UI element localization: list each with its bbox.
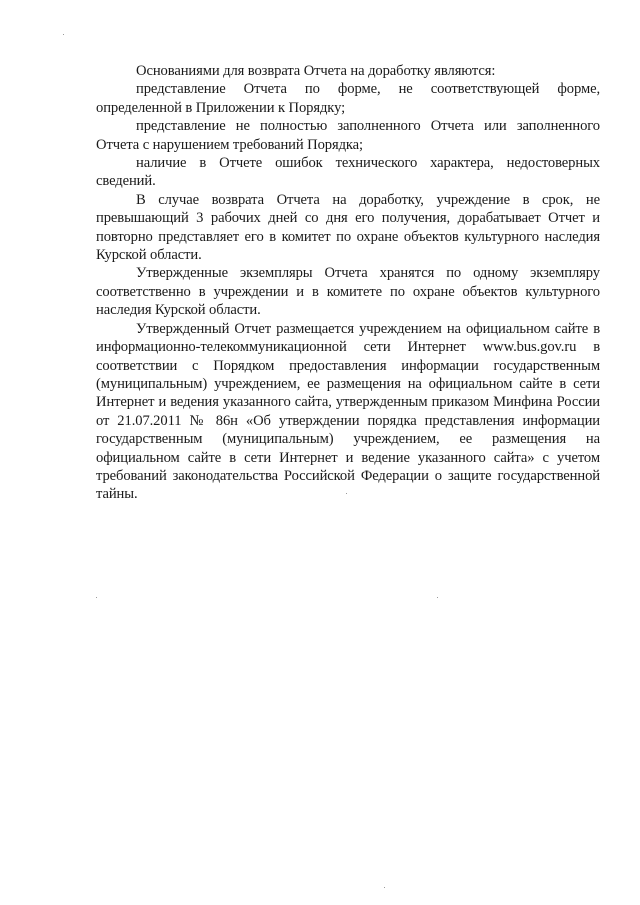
paragraph-approved-copies: Утвержденные экземпляры Отчета хранятся по одному экземпляру соответственно в учреждении и в комитете по охране объектов культурного наследия Курской области. [96, 265, 600, 319]
scan-speck [346, 493, 347, 494]
scan-speck [96, 597, 97, 598]
scan-speck [63, 34, 64, 35]
paragraph-incomplete-report: представление не полностью заполненного Отчета или заполненного Отчета с нарушением требований Порядка; [96, 118, 600, 153]
scan-speck [437, 597, 438, 598]
document-body [96, 62, 600, 504]
paragraph-return-deadline: В случае возврата Отчета на доработку, учреждение в срок, не превышающий 3 рабочих дней со дня его получения, дорабатывает Отчет и повторно представляет его в комитет по охране объектов культурного наследия Курской области. [96, 191, 600, 264]
paragraph-form-mismatch: представление Отчета по форме, не соответствующей форме, определенной в Приложении к Порядку; [96, 81, 600, 116]
paragraph-grounds-for-return: Основаниями для возврата Отчета на доработку являются: [136, 63, 496, 79]
paragraph-publication: Утвержденный Отчет размещается учреждением на официальном сайте в информационно-телекоммуникационной сети Интернет www.bus.gov.ru в соответствии с Порядком предоставления информации государственным (муниципальным) учреждением, ее размещения на официальном сайте в сети Интернет и ведения указанного сайта, утвержденным приказом Минфина России от 21.07.2011 № 86н «Об утверждении порядка представления информации государственным (муниципальным) учреждением, ее размещения на официальном сайте в сети Интернет и ведение указанного сайта» с учетом требований законодательства Российской Федерации о защите государственной тайны. [96, 320, 600, 503]
paragraph-technical-errors: наличие в Отчете ошибок технического характера, недостоверных сведений. [96, 155, 600, 190]
scan-speck [384, 887, 385, 888]
